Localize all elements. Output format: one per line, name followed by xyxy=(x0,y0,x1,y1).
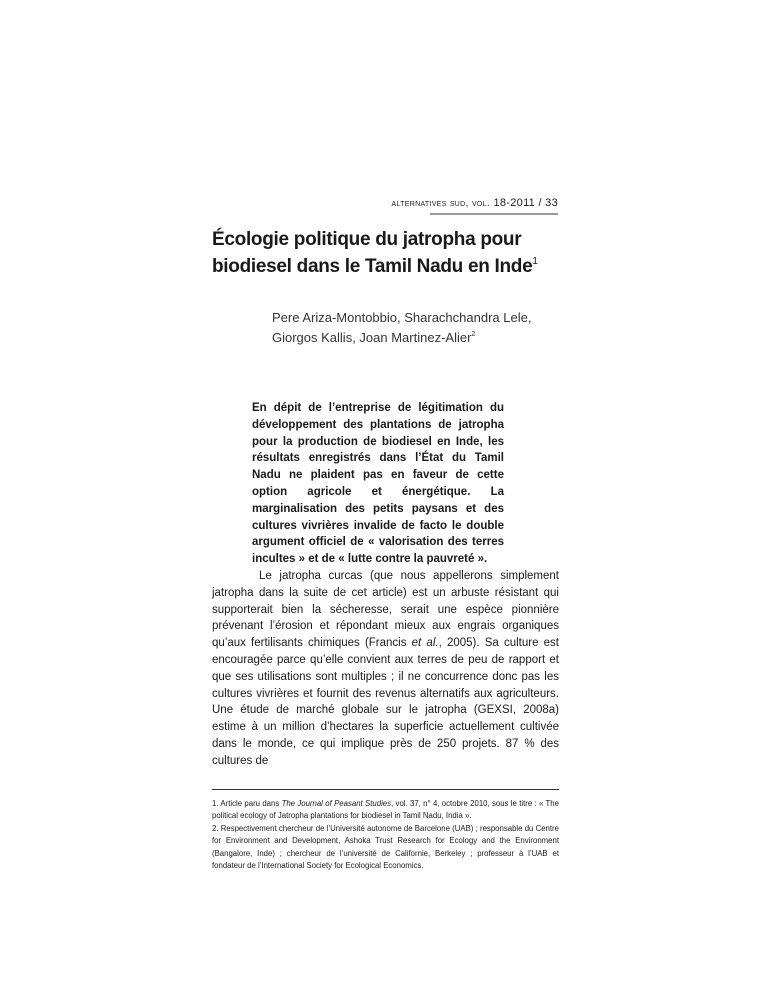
running-head-rule xyxy=(430,213,558,215)
author-list xyxy=(272,308,602,348)
title-footnote-marker[interactable]: 1 xyxy=(532,256,538,267)
footnote-rule xyxy=(212,789,559,790)
body-paragraph xyxy=(212,568,559,770)
body-text-part-2: , 2005). Sa culture est encouragée parce qu’elle convient aux terres de peu de rapport et que ses utilisations sont multiples ; il ne concurrence donc pas les cultures vivrières et fournit des revenus alternatifs aux agriculteurs. Une étude de marché globale sur le jatropha (GEXSI, 2008a) estime à un million d’hectares la superficie actuellement cultivée dans le monde, ce qui implique près de 250 projets. 87 % des cultures de xyxy=(212,637,559,767)
body-text-et-al: et al. xyxy=(411,637,439,650)
journal-name: alternatives sud, vol. xyxy=(391,197,491,209)
body-text-part-1: Le jatropha curcas (que nous appellerons simplement jatropha dans la suite de cet article) est un arbuste résistant qui supporterait bien la sécheresse, serait une espèce pionnière prévenant l’érosion et répondant mieux aux engrais organiques qu’aux fertilisants chimiques (Francis xyxy=(212,570,559,650)
abstract: En dépit de l’entreprise de légitimation du développement des plantations de jatropha pour la production de biodiesel en Inde, les résultats enregistrés dans l’État du Tamil Nadu ne plaident pas en faveur de cette option agricole et énergétique. La marginalisation des petits paysans et des cultures vivrières invalide de facto le double argument officiel de « valorisation des terres incultes » et de « lutte contre la pauvreté ». xyxy=(252,402,504,566)
authors-line-2 xyxy=(272,328,602,348)
issue-page: 18-2011 / 33 xyxy=(493,197,558,209)
footnote-1-after: , vol. 37, n° 4, octobre 2010, sous le titre : « The political ecology of Jatropha plantations for biodiesel in Tamil Nadu, India ». xyxy=(212,799,559,821)
running-head xyxy=(382,197,558,209)
footnote-1 xyxy=(212,798,559,823)
article-title-text: Écologie politique du jatropha pour biodiesel dans le Tamil Nadu en Inde xyxy=(212,229,533,277)
footnote-2: 2. Respectivement chercheur de l’Université autonome de Barcelone (UAB) ; responsable du Centre for Environment and Development, Ashoka Trust Research for Ecology and the Environment (Bangalore, Inde) ; chercheur de l’université de Californie, Berkeley ; professeur à l’UAB et fondateur de l’International Society for Ecological Economics. xyxy=(212,823,559,871)
authors-line-1: Pere Ariza-Montobbio, Sharachchandra Lele, xyxy=(272,310,532,325)
footnote-1-before: 1. Article paru dans xyxy=(212,799,282,808)
footnotes xyxy=(212,798,559,872)
authors-line-2-text: Giorgos Kallis, Joan Martinez-Alier xyxy=(272,330,472,345)
authors-footnote-marker[interactable]: 2 xyxy=(471,331,476,338)
article-title xyxy=(212,226,592,280)
footnote-1-journal: The Journal of Peasant Studies xyxy=(281,799,392,808)
